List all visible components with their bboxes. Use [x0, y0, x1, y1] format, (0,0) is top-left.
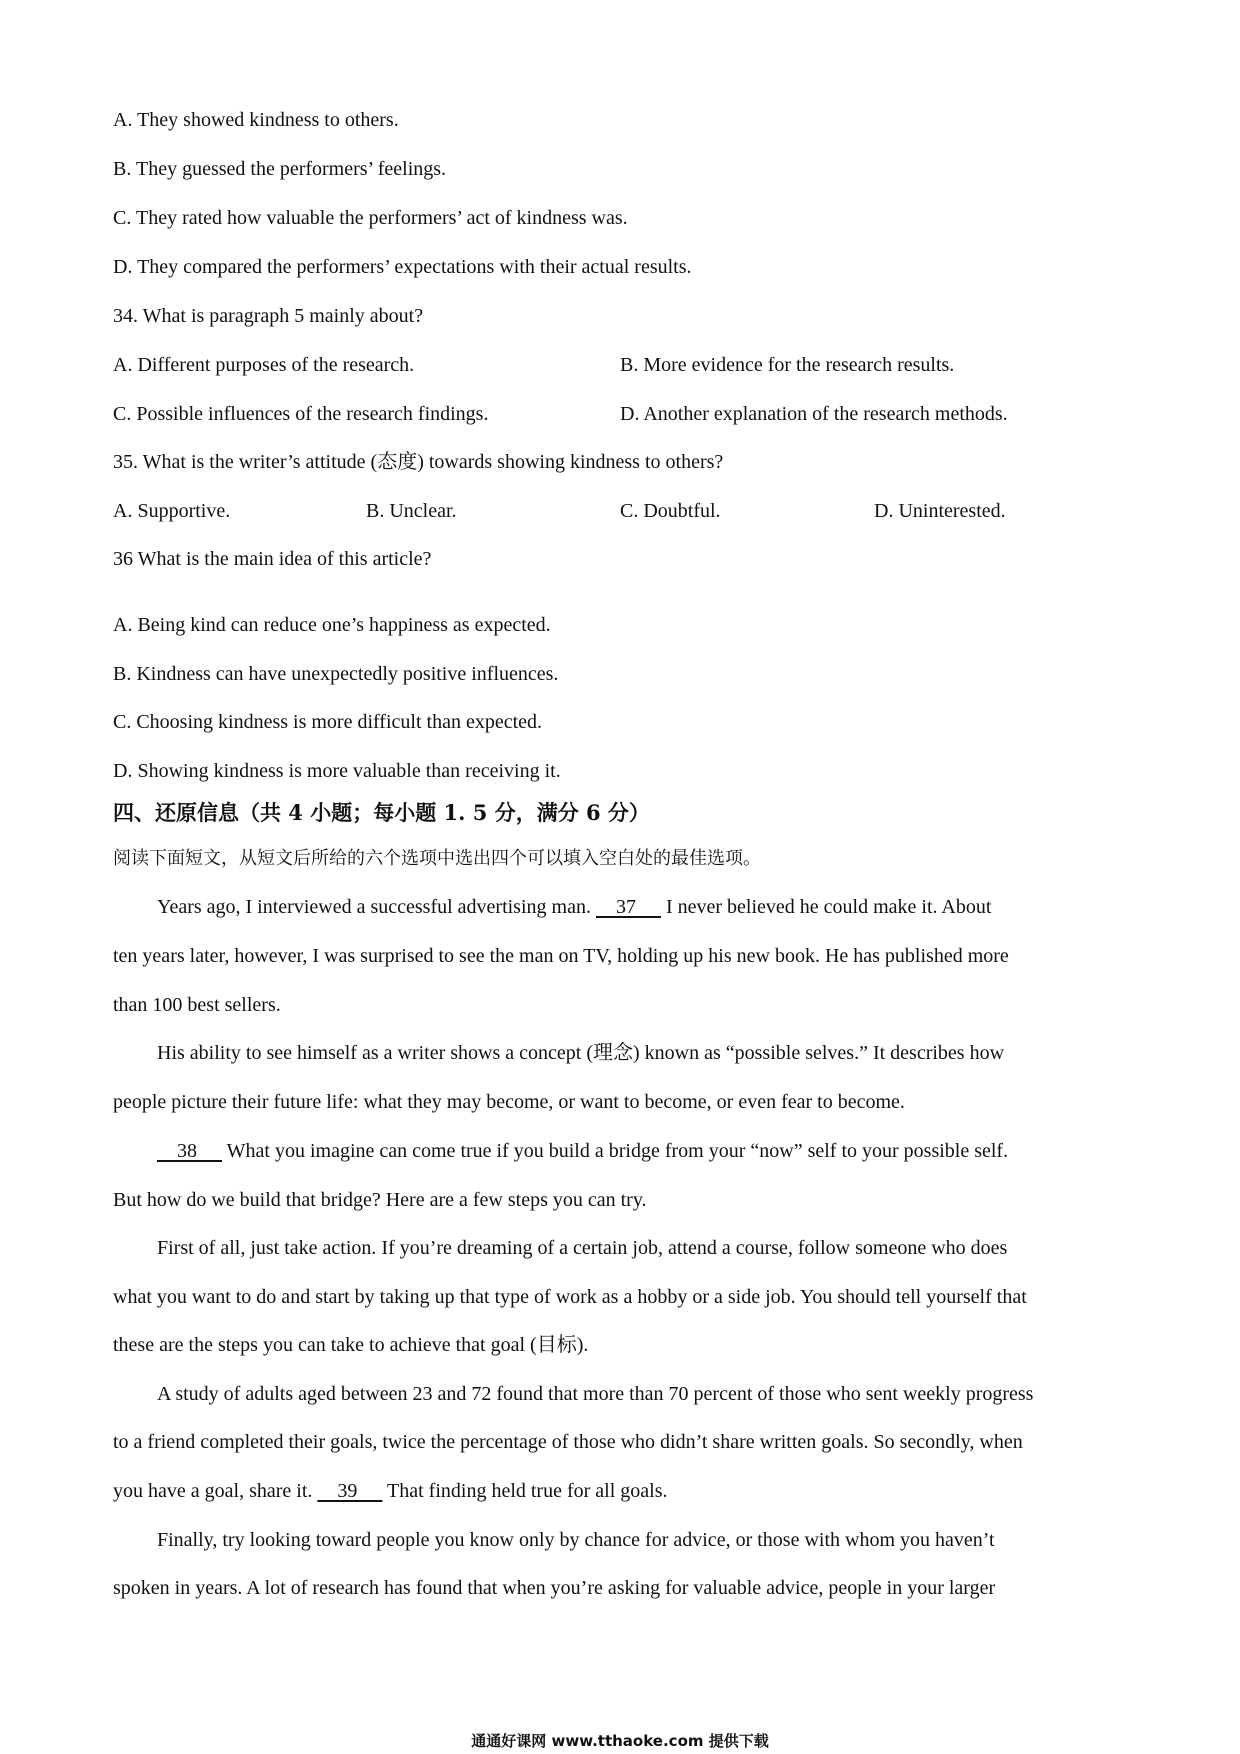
page-footer: 通通好课网 www.tthaoke.com 提供下载 [471, 1732, 769, 1750]
q36-option-c: C. Choosing kindness is more difficult than expected. [113, 711, 543, 733]
q35-option-b: B. Unclear. [366, 500, 457, 522]
q36-option-a: A. Being kind can reduce one’s happiness as expected. [113, 614, 551, 636]
passage-p2-line2: people picture their future life: what they may become, or want to become, or even fear to become. [113, 1091, 905, 1113]
passage-text: Years ago, I interviewed a successful advertising man. [157, 896, 596, 918]
passage-p1-line2: ten years later, however, I was surprised to see the man on TV, holding up his new book. He has published more [113, 945, 1009, 967]
passage-p1-line1 [157, 897, 991, 917]
q34-option-d: D. Another explanation of the research methods. [620, 403, 1008, 425]
passage-p4-line1: First of all, just take action. If you’re dreaming of a certain job, attend a course, follow someone who does [157, 1237, 1008, 1259]
q35-option-a: A. Supportive. [113, 500, 231, 522]
section-heading: 四、还原信息（共 4 小题；每小题 1. 5 分，满分 6 分） [113, 800, 650, 825]
q36-option-b: B. Kindness can have unexpectedly positive influences. [113, 663, 559, 685]
passage-text: you have a goal, share it. [113, 1480, 318, 1502]
q33-option-c: C. They rated how valuable the performers’ act of kindness was. [113, 207, 628, 229]
blank-38: 38 [157, 1140, 222, 1162]
passage-p6-line2: spoken in years. A lot of research has found that when you’re asking for valuable advice, people in your larger [113, 1577, 996, 1599]
passage-p5-line1: A study of adults aged between 23 and 72 found that more than 70 percent of those who sent weekly progress [157, 1383, 1034, 1405]
q34-option-c: C. Possible influences of the research findings. [113, 403, 489, 425]
q35-option-c: C. Doubtful. [620, 500, 721, 522]
q33-option-a: A. They showed kindness to others. [113, 109, 399, 131]
blank-37: 37 [595, 896, 661, 918]
q36-option-d: D. Showing kindness is more valuable than receiving it. [113, 760, 561, 782]
passage-p4-line2: what you want to do and start by taking up that type of work as a hobby or a side job. You should tell yourself that [113, 1286, 1027, 1308]
q35-stem: 35. What is the writer’s attitude (态度) towards showing kindness to others? [113, 451, 724, 473]
q35-option-d: D. Uninterested. [874, 500, 1006, 522]
q33-option-b: B. They guessed the performers’ feelings. [113, 158, 447, 180]
passage-text: What you imagine can come true if you build a bridge from your “now” self to your possible self. [222, 1140, 1009, 1162]
q34-option-b: B. More evidence for the research results. [620, 354, 955, 376]
passage-p4-line3: these are the steps you can take to achieve that goal (目标). [113, 1334, 589, 1356]
passage-p5-line3 [113, 1481, 668, 1501]
q34-option-a: A. Different purposes of the research. [113, 354, 415, 376]
passage-p2-line1: His ability to see himself as a writer shows a concept (理念) known as “possible selves.” It describes how [157, 1042, 1005, 1064]
blank-39: 39 [317, 1480, 383, 1502]
passage-p3-line2: But how do we build that bridge? Here are a few steps you can try. [113, 1189, 647, 1211]
q33-option-d: D. They compared the performers’ expectations with their actual results. [113, 256, 692, 278]
passage-p3-line1 [157, 1141, 1008, 1161]
passage-p5-line2: to a friend completed their goals, twice the percentage of those who didn’t share written goals. So secondly, when [113, 1431, 1023, 1453]
passage-p6-line1: Finally, try looking toward people you know only by chance for advice, or those with whom you haven’t [157, 1529, 995, 1551]
passage-text: I never believed he could make it. About [660, 896, 992, 918]
passage-text: That finding held true for all goals. [382, 1480, 668, 1502]
passage-p1-line3: than 100 best sellers. [113, 994, 281, 1016]
q34-stem: 34. What is paragraph 5 mainly about? [113, 305, 424, 327]
q36-stem: 36 What is the main idea of this article? [113, 548, 432, 570]
section-instruction: 阅读下面短文，从短文后所给的六个选项中选出四个可以填入空白处的最佳选项。 [113, 848, 761, 869]
